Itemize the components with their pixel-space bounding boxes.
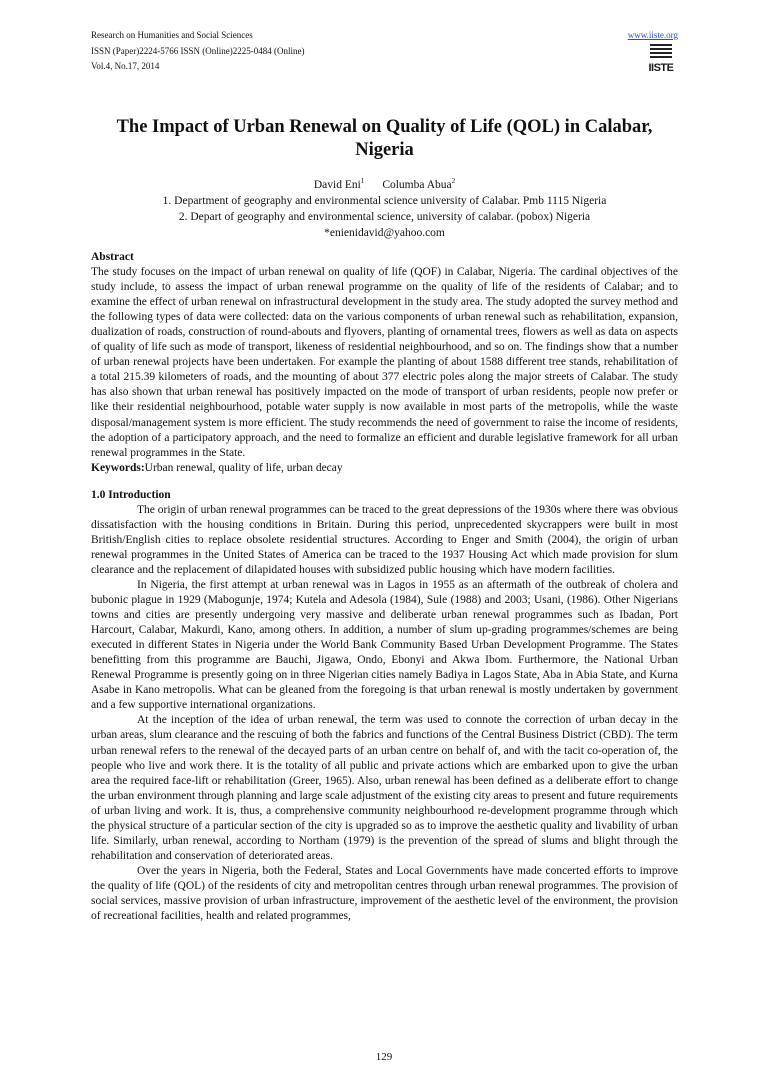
author-names <box>91 173 678 193</box>
iiste-logo <box>648 44 674 74</box>
logo-stripe <box>650 48 672 50</box>
logo-stripe <box>650 56 672 58</box>
intro-paragraph: At the inception of the idea of urban renewal, the term was used to connote the correction of urban decay in the urban areas, slum clearance and the rescuing of both the fabrics and functions of the Central Business District (CBD). The term urban renewal refers to the renewal of the decayed parts of an urban centre on behalf of, and with the tacit co-operation of, the people who live and work there. It is the totality of all public and private actions which are embarked upon to give the urban area the required face-lift or rehabilitation (Greer, 1965). Also, urban renewal has been defined as a deliberate effort to change the urban environment through planning and large scale adjustment of the existing city areas to present and future requirements of urban living and work. It is, thus, a comprehensive community neighbourhood re-development programme through which the physical structure of a particular section of the city is upgraded so as to improve the aesthetic quality and livability of urban life. Similarly, urban renewal, according to Northam (1979) is the prevention of the spread of slums and blight through the rehabilitation and conservation of deteriorated areas. <box>91 714 678 862</box>
journal-header <box>91 28 678 75</box>
affiliation-1: 1. Department of geography and environmental science university of Calabar. Pmb 1115 Nigeria <box>162 194 607 207</box>
introduction-heading: 1.0 Introduction <box>91 488 171 501</box>
journal-issn: ISSN (Paper)2224-5766 ISSN (Online)2225-0484 (Online) <box>91 45 305 56</box>
author-block <box>91 173 678 241</box>
abstract-text: The study focuses on the impact of urban renewal on quality of life (QOF) in Calabar, Nigeria. The cardinal objectives of the study include, to assess the impact of urban renewal programme on the quality of life of the residents of Calabar; and to examine the effect of urban renewal on infrastructural development in the study area. The study adopted the survey method and the following types of data were collected: data on the various components of urban renewal such as rehabilitation, expansion, dualization of roads, construction of round-abouts and flyovers, planting of ornamental trees, flowers as well as data on aspects of quality of life such as mode of transport, likeness of residential neighbourhood, and so on. The findings show that a number of urban renewal projects have been undertaken. For example the planting of about 1588 different tree stands, rehabilitation of a total 215.39 kilometers of roads, and the mounting of about 377 electric poles along the major streets of Calabar. The study has also shown that urban renewal has positively impacted on the mode of transport of urban residents, people now prefer or like their residential neighbourhood, potable water supply is now available in most parts of the metropolis, while the waste disposal/management system is more efficient. The study recommends the need of government to raise the income of residents, the adoption of a participatory approach, and the need to formalize an efficient and durable legislative framework for all urban renewal programmes in the State. <box>91 266 678 459</box>
author-1: David Eni <box>313 178 361 191</box>
author-2-affiliation-mark: 2 <box>451 177 456 185</box>
keywords-line <box>91 461 678 476</box>
abstract-heading: Abstract <box>91 251 134 263</box>
logo-stripe <box>650 44 672 46</box>
intro-paragraph: In Nigeria, the first attempt at urban renewal was in Lagos in 1955 as an aftermath of the outbreak of cholera and bubonic plague in 1929 (Mabogunje, 1974; Kutela and Adesola (1984), Sule (1988) and 2003; Usani, (1986). Other Nigerians towns and cities are presently undergoing very massive and deliberate urban renewal programmes such as Ibadan, Port Harcourt, Calabar, Makurdi, Kano, among others. In addition, a number of slum up-grading programmes/schemes are being executed in different States in Nigeria under the World Bank Community Based Urban Development Programme. The States benefitting from this programme are Bauchi, Jigawa, Ondo, Ebonyi and Akwa Ibom. Furthermore, the National Urban Renewal Programme is presently going on in three Nigerian cities namely Badiya in Lagos State, Aba in Abia State, and Kurna Asabe in Kano metropolis. What can be gleaned from the foregoing is that urban renewal is mostly undertaken by government and a few supportive international organizations. <box>91 578 678 712</box>
journal-volume: Vol.4, No.17, 2014 <box>91 61 160 71</box>
corresponding-email: *enienidavid@yahoo.com <box>324 226 445 239</box>
intro-paragraph: The origin of urban renewal programmes can be traced to the great depressions of the 1930s where there was obvious dissatisfaction with the housing conditions in Britain. During this period, unprecedented skycrappers were built in most British/English cities to replace obsolete residential structures. According to Enger and Smith (2004), the origin of urban renewal programmes in the United States of America can be traced to the 1937 Housing Act which made provision for slum clearance and the replacement of dilapidated houses with subsidized public housing which have modern facilities. <box>91 503 678 576</box>
logo-text: IISTE <box>648 62 674 74</box>
paper-body <box>91 250 678 924</box>
logo-stripe <box>650 52 672 54</box>
keywords-text: Urban renewal, quality of life, urban decay <box>144 461 343 474</box>
keywords-label: Keywords: <box>91 461 145 474</box>
intro-paragraph: Over the years in Nigeria, both the Federal, States and Local Governments have made concerted efforts to improve the quality of life (QOL) of the residents of city and metropolitan centres through urban renewal programmes. The provision of social services, massive provision of urban infrastructure, improvement of the aesthetic level of the environment, the provision of recreational facilities, health and related programmes, <box>91 864 678 923</box>
author-2: Columba Abua <box>382 178 452 191</box>
affiliation-2: 2. Depart of geography and environmental science, university of calabar. (pobox) Nigeria <box>178 210 591 223</box>
page-number: 129 <box>375 1051 393 1063</box>
author-1-affiliation-mark: 1 <box>360 177 365 185</box>
paper-title: The Impact of Urban Renewal on Quality of Life (QOL) in Calabar, Nigeria <box>116 117 653 160</box>
journal-name: Research on Humanities and Social Sciences <box>91 30 253 40</box>
journal-url-link[interactable]: www.iiste.org <box>627 30 678 40</box>
